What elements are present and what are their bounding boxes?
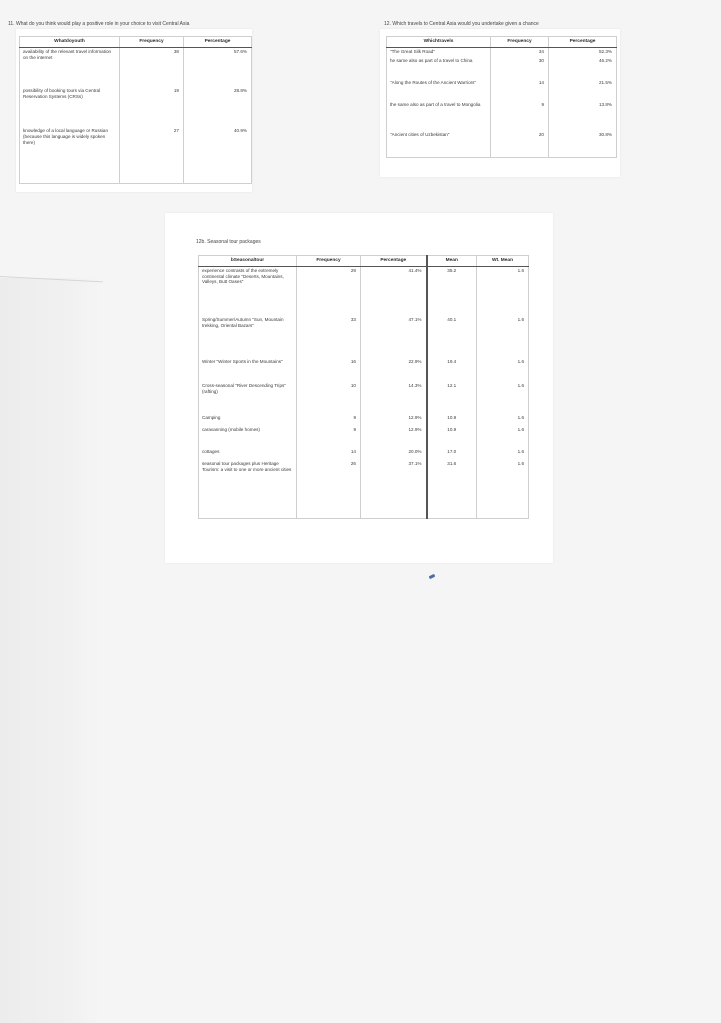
percentage-cell: 41.4% bbox=[361, 266, 427, 316]
table-row bbox=[20, 87, 252, 127]
column-header: Whatdoyouth bbox=[20, 37, 120, 48]
column-header: Percentage bbox=[549, 37, 617, 48]
frequency-cell: 14 bbox=[297, 448, 361, 460]
table-row bbox=[199, 460, 529, 518]
wt-mean-cell: 1.6 bbox=[477, 358, 529, 382]
column-header: bSeasonaltour bbox=[199, 256, 297, 267]
percentage-cell: 28.8% bbox=[184, 87, 252, 127]
mean-cell: 19.4 bbox=[427, 358, 477, 382]
table-row bbox=[199, 414, 529, 426]
page-edge-shadow bbox=[0, 278, 100, 1023]
row-label: availability of the relevant travel information on the internet bbox=[23, 48, 112, 60]
pen-mark bbox=[429, 574, 436, 579]
row-label: cottages bbox=[202, 449, 220, 455]
frequency-cell: 29 bbox=[297, 266, 361, 316]
row-label: knowledge of a local language or Russian (because this language is widely spoken there) bbox=[23, 128, 109, 145]
frequency-cell: 19 bbox=[120, 87, 184, 127]
table-row bbox=[20, 127, 252, 183]
row-label: possibility of booking tours via Central Reservation Systems (CRSs) bbox=[23, 88, 101, 100]
table12 bbox=[386, 36, 617, 158]
frequency-cell: 20 bbox=[491, 131, 549, 157]
mean-cell: 17.0 bbox=[427, 448, 477, 460]
table-row bbox=[199, 316, 529, 358]
percentage-cell: 14.3% bbox=[361, 382, 427, 414]
percentage-cell: 30.8% bbox=[549, 131, 617, 157]
table-row bbox=[387, 131, 617, 157]
table-row bbox=[199, 382, 529, 414]
row-label: Winter "Winter Sports in the Mountains" bbox=[202, 359, 283, 365]
percentage-cell: 57.6% bbox=[184, 47, 252, 87]
table-row bbox=[199, 448, 529, 460]
mean-cell: 10.9 bbox=[427, 426, 477, 448]
frequency-cell: 38 bbox=[120, 47, 184, 87]
table11 bbox=[19, 36, 252, 184]
frequency-cell: 16 bbox=[297, 358, 361, 382]
wt-mean-cell: 1.6 bbox=[477, 448, 529, 460]
frequency-cell: 27 bbox=[120, 127, 184, 183]
wt-mean-cell: 1.6 bbox=[477, 316, 529, 358]
percentage-cell: 12.9% bbox=[361, 414, 427, 426]
frequency-cell: 34 bbox=[491, 47, 549, 57]
column-header: Whichtravels bbox=[387, 37, 491, 48]
percentage-cell: 20.0% bbox=[361, 448, 427, 460]
column-header: Percentage bbox=[184, 37, 252, 48]
row-label: experience contrasts of the extremely continental climate "Deserts, Mountains, Valleys, Butt Oases" bbox=[202, 267, 284, 285]
row-label: Camping bbox=[202, 415, 221, 421]
table-header-row bbox=[20, 37, 252, 48]
row-label: caravanning (mobile homes) bbox=[202, 427, 260, 433]
percentage-cell: 46.2% bbox=[549, 57, 617, 79]
row-label: the same also as part of a travel to Mongolia bbox=[390, 102, 481, 108]
wt-mean-cell: 1.6 bbox=[477, 266, 529, 316]
mean-cell: 10.9 bbox=[427, 414, 477, 426]
table12b-heading: 12b. Seasonal tour packages bbox=[196, 239, 261, 245]
frequency-cell: 9 bbox=[491, 101, 549, 131]
percentage-cell: 40.9% bbox=[184, 127, 252, 183]
frequency-cell: 9 bbox=[297, 414, 361, 426]
row-label: he same also as part of a travel to China bbox=[390, 58, 473, 64]
row-label: "Ancient cities of Uzbekistan" bbox=[390, 132, 450, 138]
table-row bbox=[387, 101, 617, 131]
column-header: Frequency bbox=[120, 37, 184, 48]
row-label: Spring/Summer/Autumn "Sun, Mountain trekking, Oriental Bazars" bbox=[202, 317, 284, 329]
table-row bbox=[199, 266, 529, 316]
table-row bbox=[20, 47, 252, 87]
table-header-row bbox=[199, 256, 529, 267]
percentage-cell: 12.9% bbox=[361, 426, 427, 448]
table12-heading: 12. Which travels to Central Asia would you undertake given a chance bbox=[384, 21, 539, 27]
column-header: Wt. Mean bbox=[477, 256, 529, 267]
percentage-cell: 13.8% bbox=[549, 101, 617, 131]
table-row bbox=[199, 426, 529, 448]
table-row bbox=[387, 47, 617, 57]
column-header: Frequency bbox=[297, 256, 361, 267]
percentage-cell: 21.5% bbox=[549, 79, 617, 101]
column-header: Frequency bbox=[491, 37, 549, 48]
table-row bbox=[387, 79, 617, 101]
frequency-cell: 14 bbox=[491, 79, 549, 101]
column-header: Mean bbox=[427, 256, 477, 267]
wt-mean-cell: 1.6 bbox=[477, 414, 529, 426]
wt-mean-cell: 1.6 bbox=[477, 382, 529, 414]
wt-mean-cell: 1.6 bbox=[477, 460, 529, 518]
frequency-cell: 33 bbox=[297, 316, 361, 358]
table-row bbox=[199, 358, 529, 382]
table11-heading: 11. What do you think would play a positive role in your choice to visit Central Asia bbox=[8, 21, 190, 27]
percentage-cell: 47.1% bbox=[361, 316, 427, 358]
percentage-cell: 22.9% bbox=[361, 358, 427, 382]
row-label: seasonal tour packages plus Heritage Tourism: a visit to one or more ancient cities bbox=[202, 461, 292, 473]
row-label: Cross-seasonal "River Descending Trips" (rafting) bbox=[202, 383, 286, 395]
row-label: "Along the Routes of the Ancient Warriors" bbox=[390, 80, 477, 86]
wt-mean-cell: 1.6 bbox=[477, 426, 529, 448]
mean-cell: 40.1 bbox=[427, 316, 477, 358]
percentage-cell: 37.1% bbox=[361, 460, 427, 518]
table-header-row bbox=[387, 37, 617, 48]
mean-cell: 35.2 bbox=[427, 266, 477, 316]
frequency-cell: 10 bbox=[297, 382, 361, 414]
table12b bbox=[198, 255, 529, 519]
mean-cell: 12.1 bbox=[427, 382, 477, 414]
table-row bbox=[387, 57, 617, 79]
frequency-cell: 9 bbox=[297, 426, 361, 448]
row-label: "The Great Silk Road" bbox=[390, 48, 435, 54]
percentage-cell: 52.3% bbox=[549, 47, 617, 57]
mean-cell: 31.6 bbox=[427, 460, 477, 518]
frequency-cell: 30 bbox=[491, 57, 549, 79]
column-header: Percentage bbox=[361, 256, 427, 267]
frequency-cell: 26 bbox=[297, 460, 361, 518]
